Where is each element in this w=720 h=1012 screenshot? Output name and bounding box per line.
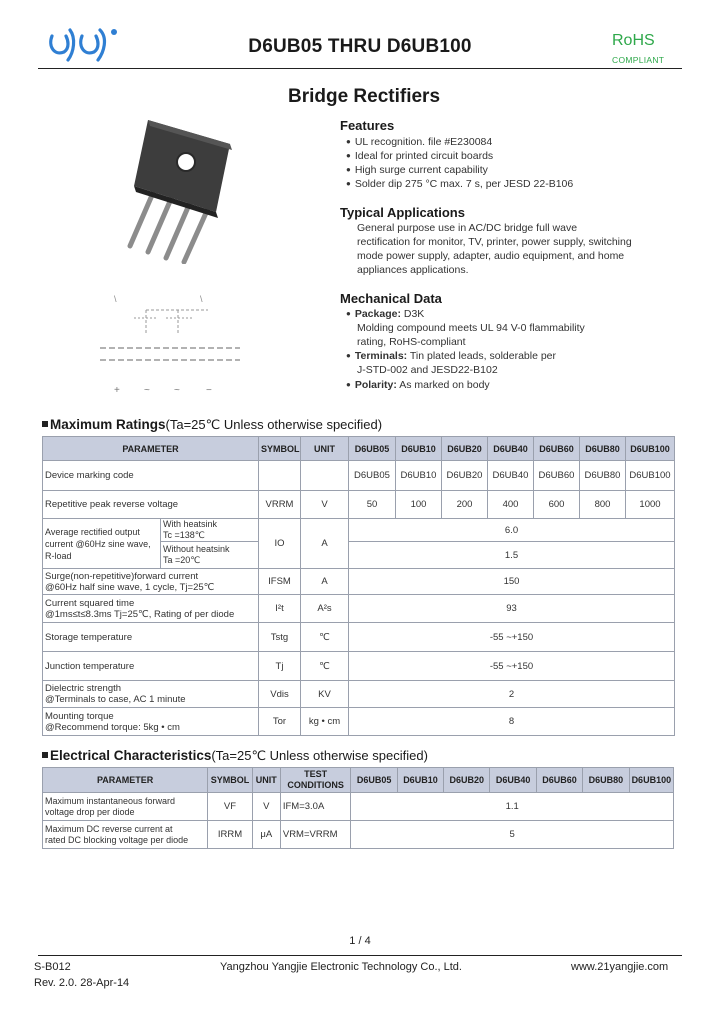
param-cell: Storage temperature: [43, 623, 259, 652]
param-cell: [43, 793, 208, 821]
condition-cell: VRM=VRRM: [280, 821, 351, 849]
col-header-text: TEST: [304, 769, 328, 779]
outline-diagram: [100, 290, 240, 400]
value-cell: 200: [442, 491, 488, 519]
website-link[interactable]: www.21yangjie.com: [571, 961, 669, 973]
lead-marker: \: [114, 294, 117, 304]
symbol-cell: Tj: [259, 652, 301, 681]
symbol-cell: Vdis: [259, 681, 301, 708]
feature-item: ● High surge current capability: [346, 163, 488, 178]
col-header: D6UB40: [490, 768, 536, 793]
param-text: Average rectified output: [45, 526, 140, 537]
value-cell: 2: [349, 681, 675, 708]
param-text: Maximum instantaneous forward: [45, 795, 176, 806]
col-header: D6UB20: [442, 437, 488, 461]
col-header-text: CONDITIONS: [287, 780, 344, 790]
table-row: [43, 708, 675, 736]
terminals-value: Tin plated leads, solderable per: [407, 350, 557, 362]
param-text: voltage drop per diode: [45, 806, 135, 817]
value-cell: 100: [396, 491, 442, 519]
applications-text: appliances applications.: [357, 264, 469, 276]
param-cell: Repetitive peak reverse voltage: [43, 491, 259, 519]
param-text: @Terminals to case, AC 1 minute: [45, 694, 186, 705]
value-cell: D6UB80: [580, 461, 626, 491]
param-text: Maximum DC reverse current at: [45, 823, 173, 834]
package-label: Package:: [354, 308, 401, 320]
value-cell: 8: [349, 708, 675, 736]
table-header-row: [43, 437, 675, 461]
doc-code: S-B012: [34, 961, 71, 973]
symbol-cell: VRRM: [259, 491, 301, 519]
param-cell: Device marking code: [43, 461, 259, 491]
unit-cell: A: [301, 569, 349, 595]
condition-text: Ta =20℃: [163, 555, 201, 565]
table-row: [43, 569, 675, 595]
param-text: R-load: [45, 550, 72, 561]
features-heading: Features: [340, 118, 395, 133]
company-name: Yangzhou Yangjie Electronic Technology Co., Ltd.: [220, 961, 462, 973]
col-header: PARAMETER: [43, 768, 208, 793]
electrical-table: [42, 767, 674, 849]
product-heading: Bridge Rectifiers: [287, 86, 441, 107]
table-row: [43, 623, 675, 652]
document-title: D6UB05 THRU D6UB100: [248, 36, 472, 57]
col-header: PARAMETER: [43, 437, 259, 461]
terminals-label: Terminals:: [354, 350, 408, 362]
mechanical-package: [346, 307, 424, 322]
col-header: D6UB10: [396, 437, 442, 461]
applications-text: General purpose use in AC/DC bridge full wave: [357, 222, 578, 234]
applications-text: rectification for monitor, TV, printer, power supply, switching: [357, 236, 632, 248]
param-cell: [43, 681, 259, 708]
max-ratings-title-text: Maximum Ratings: [50, 417, 166, 432]
param-text: rated DC blocking voltage per diode: [45, 834, 189, 845]
table-row: [43, 652, 675, 681]
unit-cell: ℃: [301, 652, 349, 681]
col-header: D6UB100: [629, 768, 673, 793]
value-cell: D6UB10: [396, 461, 442, 491]
value-cell: 1000: [626, 491, 675, 519]
value-cell: 93: [349, 595, 675, 623]
col-header: D6UB05: [351, 768, 397, 793]
unit-cell: ℃: [301, 623, 349, 652]
param-text: current @60Hz sine wave,: [45, 538, 151, 549]
feature-item: ● Solder dip 275 °C max. 7 s, per JESD 22-B106: [346, 177, 573, 192]
param-text: @1ms≤t≤8.3ms Tj=25℃, Rating of per diode: [45, 608, 235, 620]
condition-text: Without heatsink: [163, 544, 230, 554]
col-header: D6UB80: [583, 768, 629, 793]
pin-label-positive: +: [114, 385, 120, 396]
mechanical-heading: Mechanical Data: [340, 291, 442, 306]
param-cell: [43, 821, 208, 849]
header-rule: [38, 68, 682, 69]
param-cell: [43, 595, 259, 623]
symbol-cell: IRRM: [208, 821, 252, 849]
table-row: [43, 793, 674, 821]
col-header: D6UB40: [488, 437, 534, 461]
electrical-title: [42, 748, 428, 764]
unit-cell: A: [301, 519, 349, 569]
value-cell: -55 ~+150: [349, 652, 675, 681]
unit-cell: A²s: [301, 595, 349, 623]
table-row: [43, 461, 675, 491]
col-header-test-conditions: [280, 768, 351, 793]
pin-label-ac: ~: [174, 385, 180, 396]
param-text: Mounting torque: [45, 710, 114, 722]
value-cell: 800: [580, 491, 626, 519]
electrical-title-text: Electrical Characteristics: [50, 748, 212, 763]
condition-cell: IFM=3.0A: [280, 793, 351, 821]
polarity-label: Polarity:: [354, 379, 397, 391]
max-ratings-table: [42, 436, 675, 736]
condition-cell: [161, 542, 259, 569]
applications-heading: Typical Applications: [340, 205, 465, 220]
unit-cell: μA: [252, 821, 280, 849]
table-row: [43, 681, 675, 708]
col-header: D6UB100: [626, 437, 675, 461]
condition-cell: [161, 519, 259, 542]
param-cell: [43, 569, 259, 595]
param-cell: [43, 519, 161, 569]
max-ratings-title: [42, 417, 382, 433]
product-photo: [100, 114, 240, 264]
mechanical-terminals: [346, 349, 556, 364]
value-cell: 600: [534, 491, 580, 519]
value-cell: 150: [349, 569, 675, 595]
value-cell: 1.5: [349, 542, 675, 569]
unit-cell: kg • cm: [301, 708, 349, 736]
col-header: D6UB60: [534, 437, 580, 461]
unit-cell: KV: [301, 681, 349, 708]
param-text: Dielectric strength: [45, 683, 122, 694]
col-header: UNIT: [301, 437, 349, 461]
symbol-cell: Tor: [259, 708, 301, 736]
table-row: [43, 519, 675, 542]
mechanical-molding: rating, RoHS-compliant: [357, 336, 466, 348]
pin-label-negative: −: [206, 385, 212, 396]
col-header: SYMBOL: [259, 437, 301, 461]
col-header: D6UB60: [536, 768, 582, 793]
param-text: @Recommend torque: 5kg • cm: [45, 721, 180, 733]
symbol-cell: VF: [208, 793, 252, 821]
symbol-cell: IFSM: [259, 569, 301, 595]
table-row: [43, 595, 675, 623]
col-header: UNIT: [252, 768, 280, 793]
unit-cell: V: [301, 491, 349, 519]
param-cell: [43, 708, 259, 736]
col-header: D6UB10: [397, 768, 443, 793]
col-header: D6UB80: [580, 437, 626, 461]
mechanical-polarity: [346, 378, 490, 393]
page-number: 1 / 4: [349, 935, 371, 947]
package-value: D3K: [400, 308, 425, 320]
symbol-cell: Tstg: [259, 623, 301, 652]
value-cell: 50: [349, 491, 396, 519]
condition-text: Tc =138℃: [163, 530, 205, 540]
value-cell: D6UB60: [534, 461, 580, 491]
symbol-cell: IO: [259, 519, 301, 569]
table-header-row: [43, 768, 674, 793]
revision: Rev. 2.0. 28-Apr-14: [34, 977, 130, 989]
param-text: @60Hz half sine wave, 1 cycle, Tj=25℃: [45, 581, 215, 593]
value-cell: D6UB05: [349, 461, 396, 491]
feature-item: ● UL recognition. file #E230084: [346, 135, 492, 150]
symbol-cell: I²t: [259, 595, 301, 623]
value-cell: 1.1: [351, 793, 674, 821]
pin-label-ac: ~: [144, 385, 150, 396]
max-ratings-condition: (Ta=25℃ Unless otherwise specified): [165, 417, 383, 432]
polarity-value: As marked on body: [396, 379, 490, 391]
mechanical-terminals-std: J-STD-002 and JESD22-B102: [357, 364, 498, 376]
col-header: D6UB05: [349, 437, 396, 461]
param-cell: Junction temperature: [43, 652, 259, 681]
mechanical-molding: Molding compound meets UL 94 V-0 flammability: [357, 322, 585, 334]
feature-item: ● Ideal for printed circuit boards: [346, 149, 493, 164]
value-cell: 400: [488, 491, 534, 519]
value-cell: 6.0: [349, 519, 675, 542]
applications-text: mode power supply, adapter, audio equipment, and home: [357, 250, 625, 262]
rohs-mark: RoHS: [612, 32, 655, 49]
value-cell: D6UB20: [442, 461, 488, 491]
footer-rule: [38, 955, 682, 956]
param-text: Surge(non-repetitive)forward current: [45, 570, 199, 582]
lead-marker: \: [200, 294, 203, 304]
electrical-condition: (Ta=25℃ Unless otherwise specified): [211, 748, 428, 763]
rohs-compliant-label: COMPLIANT: [612, 55, 665, 65]
col-header: D6UB20: [444, 768, 490, 793]
value-cell: D6UB40: [488, 461, 534, 491]
col-header: SYMBOL: [208, 768, 252, 793]
table-row: [43, 491, 675, 519]
value-cell: -55 ~+150: [349, 623, 675, 652]
value-cell: D6UB100: [626, 461, 675, 491]
unit-cell: V: [252, 793, 280, 821]
table-row: [43, 821, 674, 849]
condition-text: With heatsink: [163, 519, 218, 529]
param-text: Current squared time: [45, 597, 135, 609]
value-cell: 5: [351, 821, 674, 849]
